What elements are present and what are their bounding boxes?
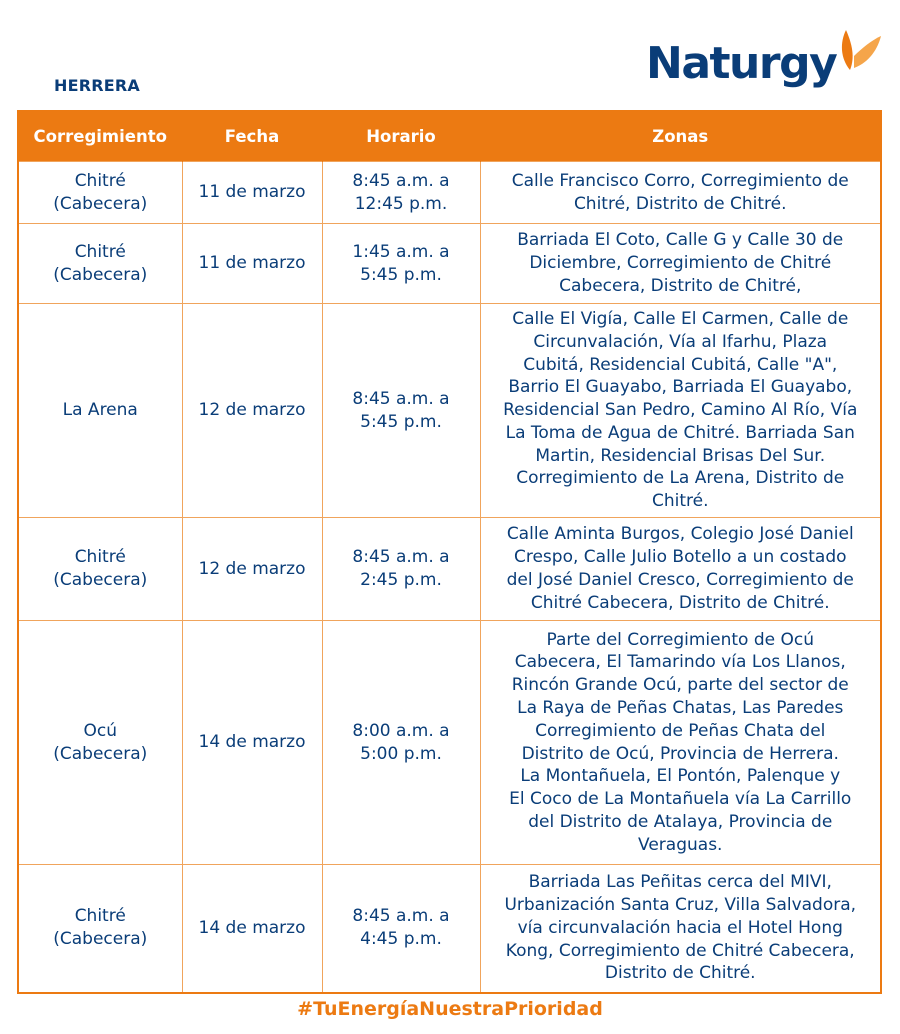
cell-corregimiento xyxy=(18,865,182,993)
cell-corregimiento xyxy=(18,621,182,865)
cell-horario xyxy=(322,224,480,304)
header-zonas: Zonas xyxy=(480,111,881,162)
cell-horario xyxy=(322,621,480,865)
hashtag-footer: #TuEnergíaNuestraPrioridad xyxy=(297,998,603,1020)
schedule-table xyxy=(17,110,882,994)
cell-horario-line: 2:45 p.m. xyxy=(360,570,442,590)
cell-horario-line: 1:45 a.m. a xyxy=(352,241,450,262)
cell-fecha: 14 de marzo xyxy=(182,865,322,993)
cell-zonas-line: del Distrito de Atalaya, Provincia de xyxy=(528,811,833,832)
cell-zonas-line: Cabecera, El Tamarindo vía Los Llanos, xyxy=(514,652,846,673)
cell-zonas-line: Kong, Corregimiento de Chitré Cabecera, xyxy=(505,940,855,961)
table-row xyxy=(18,621,881,865)
cell-zonas-line: Barriada El Coto, Calle G y Calle 30 de xyxy=(517,230,844,251)
cell-fecha: 11 de marzo xyxy=(182,224,322,304)
cell-fecha: 12 de marzo xyxy=(182,304,322,518)
cell-zonas xyxy=(480,162,881,224)
cell-corregimiento-line: Chitré xyxy=(74,170,126,191)
cell-horario-line: 4:45 p.m. xyxy=(360,929,442,950)
cell-zonas-line: Barriada Las Peñitas cerca del MIVI, xyxy=(528,872,832,893)
cell-zonas-line: Corregimiento de La Arena, Distrito de xyxy=(516,468,845,489)
cell-zonas-line: Calle Francisco Corro, Corregimiento de xyxy=(511,170,849,191)
cell-horario xyxy=(322,518,480,621)
cell-corregimiento-line: Ocú xyxy=(83,720,117,741)
cell-zonas-line: Residencial San Pedro, Camino Al Río, Vía xyxy=(503,400,858,421)
cell-corregimiento-line: (Cabecera) xyxy=(53,929,148,950)
cell-horario-line: 8:45 a.m. a xyxy=(352,906,450,927)
cell-fecha: 11 de marzo xyxy=(182,162,322,224)
cell-zonas-line: Chitré. xyxy=(651,491,709,512)
cell-corregimiento-line: (Cabecera) xyxy=(53,193,148,214)
cell-fecha: 14 de marzo xyxy=(182,621,322,865)
cell-zonas-line: Crespo, Calle Julio Botello a un costado xyxy=(513,547,847,568)
cell-zonas-line: Veraguas. xyxy=(638,834,723,855)
cell-horario-line: 5:45 p.m. xyxy=(360,264,442,285)
cell-zonas-line: Circunvalación, Vía al Ifarhu, Plaza xyxy=(533,331,828,352)
cell-zonas-line: Distrito de Chitré. xyxy=(604,963,756,984)
cell-zonas-line: Rincón Grande Ocú, parte del sector de xyxy=(511,675,849,696)
cell-zonas-line: Urbanización Santa Cruz, Villa Salvadora, xyxy=(504,895,857,916)
cell-corregimiento xyxy=(18,224,182,304)
cell-zonas-line: La Toma de Agua de Chitré. Barriada San xyxy=(505,422,855,443)
cell-corregimiento-line: (Cabecera) xyxy=(53,570,148,590)
cell-zonas-line: Cubitá, Residencial Cubitá, Calle "A", xyxy=(523,354,838,375)
cell-horario xyxy=(322,162,480,224)
header-corregimiento: Corregimiento xyxy=(18,111,182,162)
logo-wordmark: Naturgy xyxy=(646,38,837,89)
cell-zonas xyxy=(480,865,881,993)
cell-corregimiento xyxy=(18,162,182,224)
region-title: HERRERA xyxy=(54,76,140,95)
cell-horario-line: 8:45 a.m. a xyxy=(352,170,450,191)
cell-zonas-line: Chitré Cabecera, Distrito de Chitré. xyxy=(530,592,830,613)
cell-corregimiento xyxy=(18,518,182,621)
cell-fecha: 12 de marzo xyxy=(182,518,322,621)
cell-zonas-line: Martin, Residencial Brisas Del Sur. xyxy=(535,445,826,466)
cell-zonas-line: La Raya de Peñas Chatas, Las Paredes xyxy=(517,697,844,718)
cell-zonas-line: del José Daniel Cresco, Corregimiento de xyxy=(506,570,854,590)
butterfly-icon xyxy=(834,26,884,76)
cell-horario-line: 12:45 p.m. xyxy=(354,193,448,214)
table-row xyxy=(18,518,881,621)
cell-zonas-line: Calle Aminta Burgos, Colegio José Daniel xyxy=(506,524,854,545)
cell-horario xyxy=(322,304,480,518)
cell-zonas xyxy=(480,621,881,865)
table-header-row xyxy=(18,111,881,162)
cell-horario-line: 8:45 a.m. a xyxy=(352,388,450,409)
cell-corregimiento-line: Chitré xyxy=(74,547,126,568)
cell-corregimiento-line: (Cabecera) xyxy=(53,264,148,285)
cell-zonas-line: El Coco de La Montañuela vía La Carrillo xyxy=(509,789,852,810)
cell-corregimiento-line: (Cabecera) xyxy=(53,743,148,764)
cell-horario-line: 5:45 p.m. xyxy=(360,411,442,432)
naturgy-logo xyxy=(646,26,886,98)
cell-zonas-line: Calle El Vigía, Calle El Carmen, Calle de xyxy=(512,308,849,329)
table-row xyxy=(18,162,881,224)
cell-zonas-line: vía circunvalación hacia el Hotel Hong xyxy=(517,917,843,938)
cell-zonas xyxy=(480,224,881,304)
cell-zonas-line: Parte del Corregimiento de Ocú xyxy=(546,629,814,650)
header-horario: Horario xyxy=(322,111,480,162)
cell-horario xyxy=(322,865,480,993)
header-fecha: Fecha xyxy=(182,111,322,162)
cell-horario-line: 8:00 a.m. a xyxy=(352,720,450,741)
cell-zonas-line: La Montañuela, El Pontón, Palenque y xyxy=(520,766,841,787)
cell-corregimiento xyxy=(18,304,182,518)
table-row xyxy=(18,865,881,993)
cell-corregimiento-line: La Arena xyxy=(62,400,138,421)
cell-horario-line: 5:00 p.m. xyxy=(360,743,442,764)
table-row xyxy=(18,224,881,304)
cell-zonas-line: Barrio El Guayabo, Barriada El Guayabo, xyxy=(508,377,853,398)
cell-zonas-line: Chitré, Distrito de Chitré. xyxy=(573,193,787,214)
cell-zonas xyxy=(480,304,881,518)
cell-zonas-line: Distrito de Ocú, Provincia de Herrera. xyxy=(521,743,839,764)
cell-zonas-line: Diciembre, Corregimiento de Chitré xyxy=(529,253,832,274)
cell-corregimiento-line: Chitré xyxy=(74,241,126,262)
table-row xyxy=(18,304,881,518)
cell-zonas-line: Cabecera, Distrito de Chitré, xyxy=(559,275,802,296)
cell-corregimiento-line: Chitré xyxy=(74,906,126,927)
cell-zonas-line: Corregimiento de Peñas Chata del xyxy=(535,720,826,741)
cell-horario-line: 8:45 a.m. a xyxy=(352,547,450,568)
cell-zonas xyxy=(480,518,881,621)
